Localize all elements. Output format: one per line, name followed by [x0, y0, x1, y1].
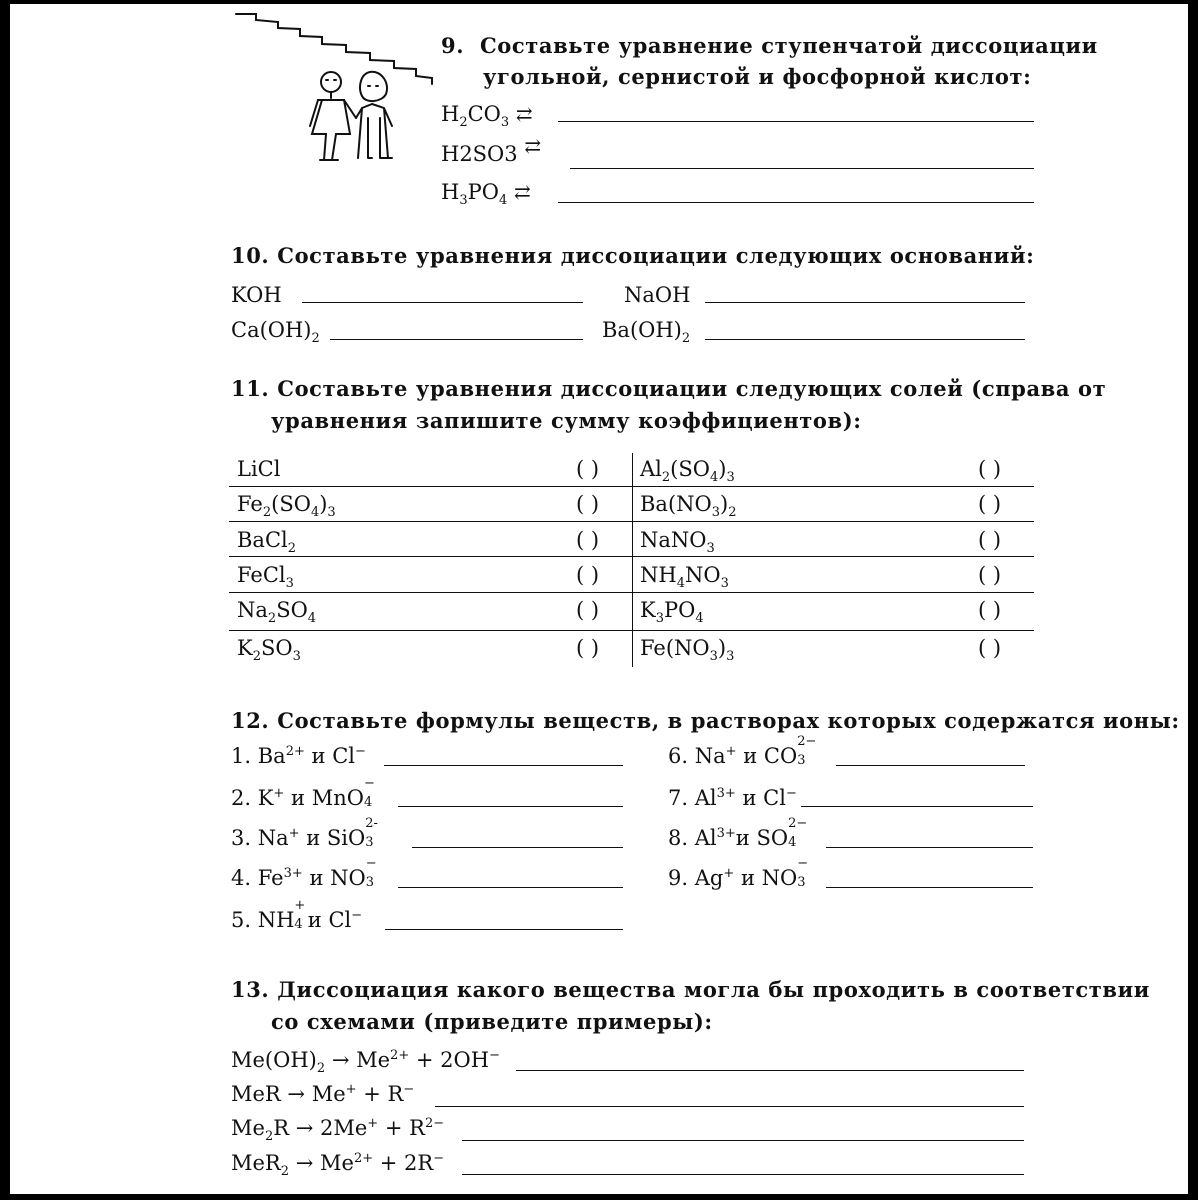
task12-heading: 12. Составьте формулы веществ, в растворах которых содержатся ионы: — [231, 708, 1180, 733]
formula-h3po4: $H_3PO_4$ ⇄ — [441, 180, 531, 208]
coef-box[interactable]: ( ) — [978, 457, 1002, 481]
ions-item-5: 5. NH + 4 и Cl− — [231, 898, 363, 932]
frame-top — [0, 0, 1198, 4]
task13-line1: 13. Диссоциация какого вещества могла бы проходить в соответствии — [231, 977, 1150, 1002]
task9-line1: 9. Составьте уравнение ступенчатой диссоциации — [441, 33, 1098, 58]
formula-h2co3: $H_2CO_3$ ⇄ — [441, 102, 533, 130]
answer-blank-ions-4[interactable] — [398, 887, 623, 888]
salt-feno33: $Fe(NO_3)_3$ — [640, 636, 735, 664]
salt-fecl3: FeCl$_3$ — [237, 563, 294, 591]
salt-bacl2: BaCl$_2$ — [237, 528, 297, 556]
task9-line2: угольной, сернистой и фосфорной кислот: — [483, 64, 1032, 89]
task11-line1: 11. Составьте уравнения диссоциации следующих солей (справа от — [231, 376, 1107, 401]
answer-blank-scheme-3[interactable] — [462, 1140, 1024, 1141]
coef-box[interactable]: ( ) — [576, 598, 600, 622]
coef-box[interactable]: ( ) — [576, 528, 600, 552]
scheme-meoh2: $Me(OH)_2 \to Me^{2+} + 2OH^-$ — [231, 1048, 500, 1076]
salt-nano3: NaNO$_3$ — [640, 528, 715, 556]
answer-blank-h3po4[interactable] — [558, 202, 1034, 203]
coef-box[interactable]: ( ) — [978, 563, 1002, 587]
scheme-me2r: $Me_2R \to 2Me^+ + R^{2-}$ — [231, 1116, 445, 1144]
formula-caoh2: $Ca(OH)_2$ — [231, 318, 320, 346]
answer-blank-koh[interactable] — [302, 302, 583, 303]
salts-table-line — [229, 486, 1034, 487]
frame-bottom — [0, 1194, 1198, 1200]
answer-blank-ions-5[interactable] — [385, 929, 623, 930]
scheme-mer: MeR → Me+ + R− — [231, 1082, 415, 1106]
coef-box[interactable]: ( ) — [978, 598, 1002, 622]
salt-licl: LiCl — [237, 457, 281, 481]
ions-item-8: 8. $Al^{3+}и$ SO 2− 4 — [668, 816, 808, 850]
salt-k3po4: $K_3PO_4$ — [640, 598, 704, 626]
answer-blank-ions-6[interactable] — [836, 765, 1025, 766]
ions-item-7: 7. $Al^{3+}$ и Cl− — [668, 786, 797, 810]
salt-al2so43: $Al_2(SO_4)_3$ — [640, 457, 735, 485]
answer-blank-ions-9[interactable] — [826, 887, 1033, 888]
stairs-people-illustration — [232, 8, 442, 168]
frame-left — [0, 0, 10, 1200]
salts-table-line — [229, 521, 1034, 522]
formula-koh: KOH — [231, 283, 282, 307]
answer-blank-ions-2[interactable] — [398, 806, 623, 807]
salt-na2so4: $Na_2SO_4$ — [237, 598, 317, 626]
answer-blank-naoh[interactable] — [705, 302, 1025, 303]
ions-item-4: 4. $Fe^{3+}$ и NO − 3 — [231, 856, 377, 890]
ions-item-9: 9. Ag+ и NO − 3 — [668, 856, 809, 890]
coef-box[interactable]: ( ) — [576, 457, 600, 481]
frame-right — [1188, 0, 1198, 1200]
coef-box[interactable]: ( ) — [576, 636, 600, 660]
formula-naoh: NaOH — [624, 283, 691, 307]
answer-blank-h2so3[interactable] — [570, 168, 1034, 169]
salt-fe2so43: $Fe_2(SO_4)_3$ — [237, 492, 336, 520]
task11-line2: уравнения запишите сумму коэффициентов): — [271, 408, 862, 433]
salt-bano32: $Ba(NO_3)_2$ — [640, 492, 737, 520]
task13-line2: со схемами (приведите примеры): — [271, 1009, 713, 1034]
coef-box[interactable]: ( ) — [978, 528, 1002, 552]
salts-table-line — [229, 592, 1034, 593]
answer-blank-h2co3[interactable] — [558, 121, 1034, 122]
task10-heading: 10. Составьте уравнения диссоциации следующих оснований: — [231, 243, 1035, 268]
answer-blank-ions-1[interactable] — [384, 765, 623, 766]
coef-box[interactable]: ( ) — [978, 492, 1002, 516]
answer-blank-scheme-2[interactable] — [435, 1106, 1024, 1107]
answer-blank-ions-3[interactable] — [412, 847, 623, 848]
coef-box[interactable]: ( ) — [576, 492, 600, 516]
formula-h2so3: H2SO3 ⇄ — [441, 134, 542, 166]
answer-blank-baoh2[interactable] — [705, 339, 1025, 340]
ions-item-2: 2. K+ и MnO − 4 — [231, 776, 375, 810]
answer-blank-ions-8[interactable] — [826, 847, 1033, 848]
ions-item-1: 1. $Ba^{2+}$ и Cl− — [231, 744, 366, 768]
salt-k2so3: $K_2SO_3$ — [237, 636, 301, 664]
ions-item-6: 6. Na+ и CO 2− 3 — [668, 734, 817, 768]
scheme-mer2: $MeR_2 \to Me^{2+} + 2R^-$ — [231, 1151, 445, 1179]
answer-blank-caoh2[interactable] — [330, 339, 583, 340]
formula-baoh2: $Ba(OH)_2$ — [602, 318, 691, 346]
salt-nh4no3: $NH_4NO_3$ — [640, 563, 729, 591]
answer-blank-ions-7[interactable] — [801, 806, 1033, 807]
salts-table-line — [229, 556, 1034, 557]
coef-box[interactable]: ( ) — [978, 636, 1002, 660]
salts-table-line — [229, 630, 1034, 631]
answer-blank-scheme-1[interactable] — [516, 1070, 1024, 1071]
answer-blank-scheme-4[interactable] — [462, 1174, 1024, 1175]
coef-box[interactable]: ( ) — [576, 563, 600, 587]
ions-item-3: 3. Na+ и SiO 2- 3 — [231, 816, 378, 850]
